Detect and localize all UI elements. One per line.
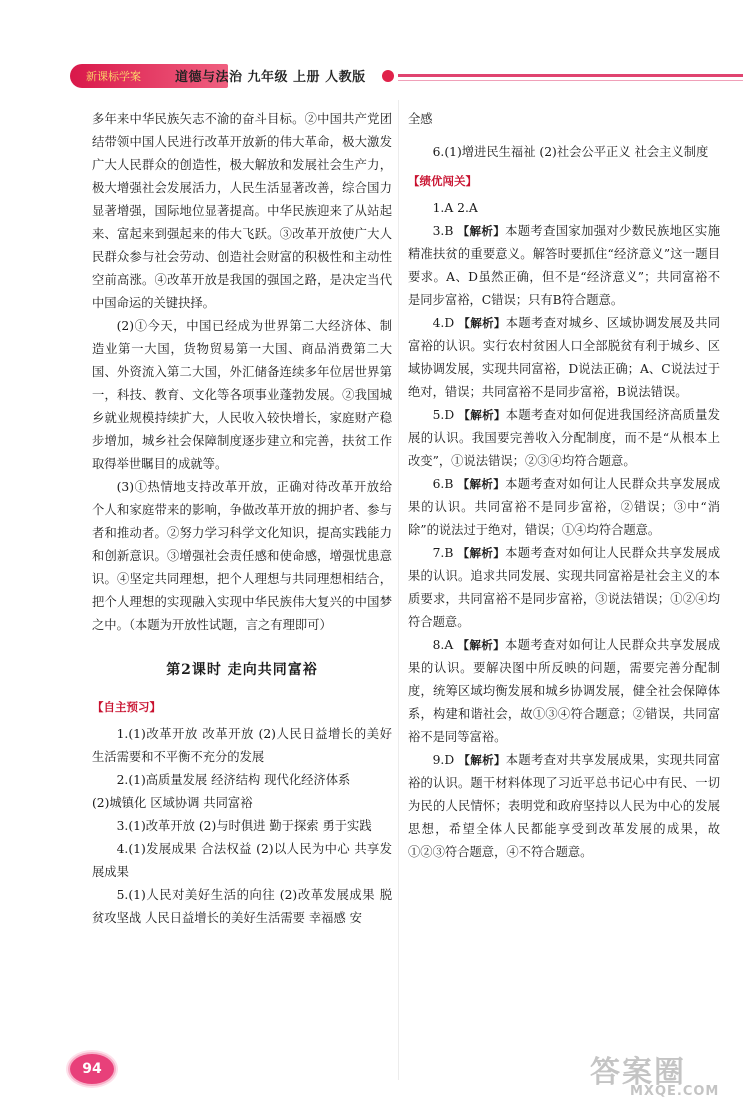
answer-choice: 7.B [432, 546, 458, 560]
header-rule-thin [398, 80, 743, 81]
left-column [92, 108, 392, 930]
analysis-text: 本题考查对如何让人民群众共享发展成果的认识。要解决图中所反映的问题，需要完善分配制度，统筹区域均衡发展和城乡协调发展，健全社会保障体系，构建和谐社会，故①③④符合题意；②错误，共同富裕不是同等富裕。 [408, 638, 721, 744]
analysis-text: 本题考查对如何让人民群众共享发展成果的认识。追求共同发展、实现共同富裕是社会主义的本质要求，共同富裕不是同步富裕，③说法错误；①②④均符合题意。 [408, 546, 720, 629]
analysis-label: 【解析】 [458, 316, 506, 330]
section-tag-challenge: 【绩优闯关】 [408, 174, 477, 188]
analysis-item [408, 749, 720, 864]
analysis-item [408, 404, 720, 473]
analysis-item [408, 542, 720, 634]
answer-item: 4.(1)发展成果 合法权益 (2)以人民为中心 共享发展成果 [92, 842, 392, 879]
watermark-top: 答案圈 [590, 1055, 686, 1090]
analysis-item [408, 634, 720, 749]
answer-list [408, 220, 720, 864]
answer-item: 1.A 2.A [432, 201, 478, 215]
answer-choice: 5.D [432, 408, 459, 422]
answer-choice: 6.B [432, 477, 458, 491]
lesson-title: 第2课时 走向共同富裕 [166, 662, 318, 678]
analysis-text: 本题考查对共享发展成果，实现共同富裕的认识。题干材料体现了习近平总书记心中有民、一切为民的人民情怀；表明党和政府坚持以人民为中心的发展思想，希望全体人民都能享受到改革发展的成果，故①②③符合题意，④不符合题意。 [408, 753, 720, 859]
paragraph: (2)①今天，中国已经成为世界第二大经济体、制造业第一大国，货物贸易第一大国、商品消费第二大国、外资流入第二大国，外汇储备连续多年位居世界第一，科技、教育、文化等各项事业蓬勃发展。②我国城乡就业规模持续扩大，人民收入较快增长，家庭财产稳步增加，城乡社会保障制度逐步建立和完善，扶贫工作取得举世瞩目的成就等。 [92, 319, 392, 471]
section-tag-preview: 【自主预习】 [92, 700, 161, 714]
paragraph: (3)①热情地支持改革开放，正确对待改革开放给个人和家庭带来的影响，争做改革开放的拥护者、参与者和推动者。②努力学习科学文化知识，提高实践能力和创新意识。③增强社会责任感和使命感，增强忧患意识。④坚定共同理想，把个人理想与共同理想相结合，把个人理想的实现融入实现中华民族伟大复兴的中国梦之中。（本题为开放性试题，言之有理即可） [92, 480, 392, 632]
answer-item: 2.(1)高质量发展 经济结构 现代化经济体系 [116, 773, 351, 787]
analysis-label: 【解析】 [457, 638, 505, 652]
analysis-label: 【解析】 [457, 224, 506, 238]
analysis-item [408, 220, 720, 312]
analysis-label: 【解析】 [457, 546, 506, 560]
answer-item: (2)城镇化 区域协调 共同富裕 [92, 796, 253, 810]
page-number-badge [68, 1052, 116, 1086]
header-rule [398, 74, 743, 77]
header-tab-text: 新课标学案 [86, 70, 141, 83]
paragraph: 多年来中华民族矢志不渝的奋斗目标。②中国共产党团结带领中国人民进行改革开放新的伟大革命，极大激发广大人民群众的创造性，极大解放和发展社会生产力，极大增强社会发展活力，人民生活显著改善，综合国力显著增强，国际地位显著提高。中华民族迎来了从站起来、富起来到强起来的伟大飞跃。③改革开放使广大人民群众参与社会劳动、创造社会财富的积极性和主动性空前高涨。④改革开放是我国的强国之路，是决定当代中国命运的关键抉择。 [92, 112, 392, 310]
continued-text: 全感 [408, 112, 433, 126]
analysis-item [408, 312, 720, 404]
answer-choice: 4.D [432, 316, 459, 330]
analysis-label: 【解析】 [457, 477, 506, 491]
analysis-label: 【解析】 [458, 753, 506, 767]
answer-choice: 9.D [432, 753, 459, 767]
page-header [60, 62, 740, 92]
page-crease [398, 100, 399, 1080]
analysis-text: 本题考查对城乡、区域协调发展及共同富裕的认识。实行农村贫困人口全部脱贫有利于城乡、区域协调发展，实现共同富裕，D说法正确；A、C说法过于绝对，错误；共同富裕不是同步富裕，B说法错误。 [408, 316, 720, 399]
analysis-text: 本题考查对如何促进我国经济高质量发展的认识。我国要完善收入分配制度，而不是“从根本上改变”，①说法错误；②③④均符合题意。 [408, 408, 720, 468]
analysis-label: 【解析】 [458, 408, 506, 422]
watermark-logo [590, 1055, 740, 1102]
analysis-item [408, 473, 720, 542]
answer-item: 3.(1)改革开放 (2)与时俱进 勤于探索 勇于实践 [116, 819, 372, 833]
header-title: 道德与法治 九年级 上册 人教版 [175, 70, 366, 85]
answer-choice: 8.A [432, 638, 458, 652]
answer-item: 1.(1)改革开放 改革开放 (2)人民日益增长的美好生活需要和不平衡不充分的发展 [92, 727, 392, 764]
answer-item: 6.(1)增进民生福祉 (2)社会公平正义 社会主义制度 [432, 145, 709, 159]
analysis-text: 本题考查国家加强对少数民族地区实施精准扶贫的重要意义。解答时要抓住“经济意义”这一题目要求。A、D虽然正确，但不是“经济意义”；共同富裕不是同步富裕，C错误；只有B符合题意。 [408, 224, 720, 307]
answer-choice: 3.B [432, 224, 458, 238]
answer-item: 5.(1)人民对美好生活的向往 (2)改革发展成果 脱贫攻坚战 人民日益增长的美好生活需要 幸福感 安 [92, 888, 392, 925]
analysis-text: 本题考查对如何让人民群众共享发展成果的认识。共同富裕不是同步富裕，②错误；③中“消除”的说法过于绝对，错误；①④均符合题意。 [408, 477, 720, 537]
header-dot-icon [382, 70, 394, 82]
page-number: 94 [82, 1061, 102, 1077]
watermark-bottom: MXQE.COM [630, 1084, 720, 1099]
right-column [408, 108, 720, 864]
